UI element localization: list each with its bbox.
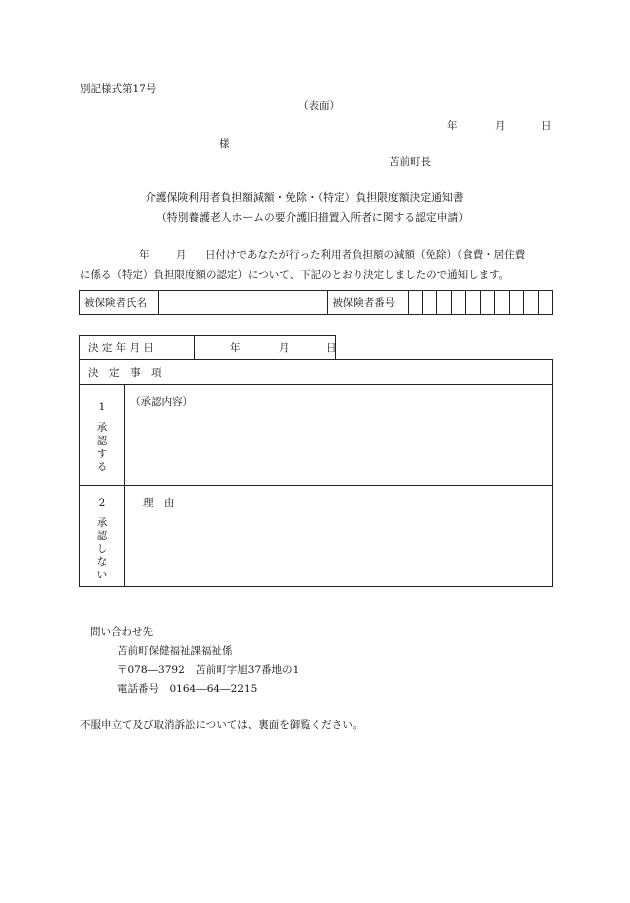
decision-date-label: 決 定 年 月 日 — [80, 336, 195, 360]
body-line-1: 日付けであなたが行った利用者負担額の減額（免除）（食費・居住費 — [205, 249, 526, 261]
deny-char: な — [96, 556, 108, 568]
side-label: （表面） — [298, 100, 340, 112]
date-year-label: 年 — [447, 120, 458, 132]
approve-vertical-label — [96, 422, 108, 474]
decision-items-table — [79, 359, 553, 587]
approve-char: す — [96, 448, 108, 460]
body-line-2: に係る（特定）負担限度額の認定）について、下記のとおり決定しましたので通知します。 — [80, 269, 510, 281]
insured-number-box[interactable] — [495, 291, 509, 315]
approve-char: 認 — [96, 435, 108, 447]
insured-number-box[interactable] — [423, 291, 437, 315]
approve-content-label: （承認内容） — [130, 396, 193, 408]
insured-number-box[interactable] — [538, 291, 552, 315]
contact-department: 苫前町保健福祉課福祉係 — [117, 645, 233, 657]
deny-char: し — [96, 543, 108, 555]
contact-address: 〒078―3792 苫前町字旭37番地の1 — [117, 664, 300, 676]
insured-number-box[interactable] — [408, 291, 422, 315]
decision-items-header: 決 定 事 項 — [80, 360, 553, 385]
date-day-label: 日 — [541, 120, 552, 132]
document-title: 介護保険利用者負担額減額・免除・（特定）負担限度額決定通知書 — [145, 191, 464, 204]
deny-char: 承 — [96, 517, 108, 529]
date-month-label: 月 — [495, 120, 506, 132]
deny-char: い — [96, 569, 108, 581]
deny-vertical-label — [96, 517, 108, 582]
deny-char: 認 — [96, 530, 108, 542]
decision-month-label: 月 — [279, 342, 290, 354]
insured-number-box[interactable] — [451, 291, 465, 315]
deny-number: 2 — [98, 497, 106, 509]
insured-name-field[interactable] — [159, 291, 328, 315]
decision-date-field[interactable] — [195, 336, 336, 360]
insured-number-box[interactable] — [466, 291, 480, 315]
contact-phone: 電話番号 0164―64―2215 — [117, 683, 258, 695]
approve-char: る — [96, 461, 108, 473]
insured-number-box[interactable] — [480, 291, 494, 315]
decision-date-table — [79, 335, 336, 360]
approve-row-label — [80, 385, 125, 486]
insured-number-box[interactable] — [437, 291, 451, 315]
issuer: 苫前町長 — [389, 156, 431, 168]
insured-number-label: 被保険者番号 — [328, 291, 408, 315]
insured-name-label: 被保険者氏名 — [80, 291, 159, 315]
document-subtitle: （特別養護老人ホームの要介護旧措置入所者に関する認定申請） — [156, 211, 470, 224]
recipient-suffix: 様 — [219, 138, 230, 150]
body-month-label: 月 — [176, 249, 187, 261]
decision-day-label: 日 — [326, 342, 337, 354]
body-year-label: 年 — [139, 249, 150, 261]
approve-content-field[interactable] — [125, 385, 553, 486]
approve-number: 1 — [98, 401, 106, 413]
decision-year-label: 年 — [230, 342, 241, 354]
contact-heading: 問い合わせ先 — [90, 626, 153, 638]
insured-number-box[interactable] — [524, 291, 538, 315]
approve-char: 承 — [96, 422, 108, 434]
deny-reason-field[interactable] — [125, 486, 553, 587]
insured-number-box[interactable] — [509, 291, 523, 315]
insured-info-table — [79, 290, 553, 315]
deny-row-label — [80, 486, 125, 587]
appeal-note: 不服申立て及び取消訴訟については、裏面を御覧ください。 — [80, 719, 364, 731]
form-number: 別記様式第17号 — [80, 83, 157, 95]
deny-reason-label: 理 由 — [143, 497, 175, 509]
